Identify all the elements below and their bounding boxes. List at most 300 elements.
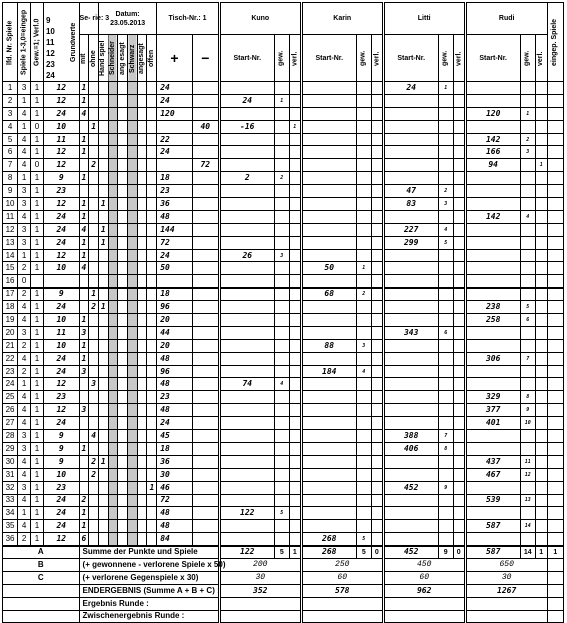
gew-count-cell bbox=[356, 455, 371, 468]
modifier-cell bbox=[98, 326, 108, 339]
start-nr-cell bbox=[219, 301, 274, 314]
start-nr-cell bbox=[383, 249, 438, 262]
start-nr-cell: -16 bbox=[219, 120, 274, 133]
start-nr-cell: 88 bbox=[301, 339, 356, 352]
modifier-cell: 1 bbox=[79, 210, 89, 223]
gew-value: 1 bbox=[31, 223, 44, 236]
modifier-cell bbox=[147, 404, 157, 417]
verl-count-cell bbox=[453, 275, 465, 288]
start-nr-cell bbox=[301, 404, 356, 417]
footer-player-value: 1267 bbox=[465, 584, 547, 597]
game-number: 19 bbox=[3, 314, 18, 327]
start-nr-cell bbox=[219, 82, 274, 95]
minus-cell bbox=[192, 404, 219, 417]
spiele-value: 2 bbox=[18, 262, 31, 275]
modifier-cell bbox=[147, 442, 157, 455]
start-nr-cell: 343 bbox=[383, 326, 438, 339]
modifier-cell bbox=[89, 352, 99, 365]
footer-row-e bbox=[3, 597, 564, 610]
gew-value: 1 bbox=[31, 378, 44, 391]
modifier-cell bbox=[89, 262, 99, 275]
verl-count-cell bbox=[535, 146, 547, 159]
spiele-value: 4 bbox=[18, 404, 31, 417]
modifier-cell bbox=[137, 185, 147, 198]
modifier-cell bbox=[98, 404, 108, 417]
start-nr-cell bbox=[301, 520, 356, 533]
verl-count-cell bbox=[453, 494, 465, 507]
gew-count-cell bbox=[438, 120, 453, 133]
modifier-cell: 1 bbox=[147, 481, 157, 494]
verl-count-cell bbox=[535, 533, 547, 546]
verl-count-cell bbox=[371, 82, 383, 95]
start-nr-cell bbox=[465, 533, 520, 546]
start-nr-header: Start-Nr. bbox=[465, 35, 520, 82]
modifier-cell bbox=[137, 404, 147, 417]
start-nr-cell bbox=[383, 507, 438, 520]
gew-value: 1 bbox=[31, 133, 44, 146]
verl-count-cell bbox=[453, 326, 465, 339]
grundwert-cell: 10 bbox=[43, 339, 79, 352]
start-nr-cell bbox=[465, 120, 520, 133]
modifier-cell bbox=[79, 455, 89, 468]
modifier-cell bbox=[128, 378, 138, 391]
verl-count-cell bbox=[371, 301, 383, 314]
gew-count-cell bbox=[438, 352, 453, 365]
modifier-cell bbox=[118, 391, 128, 404]
minus-cell bbox=[192, 468, 219, 481]
modifier-cell bbox=[147, 339, 157, 352]
game-number: 33 bbox=[3, 494, 18, 507]
modifier-cell bbox=[108, 455, 118, 468]
gew-count-cell bbox=[356, 507, 371, 520]
start-nr-cell: 2 bbox=[219, 172, 274, 185]
gew-count-cell bbox=[520, 326, 535, 339]
game-number: 24 bbox=[3, 378, 18, 391]
minus-cell bbox=[192, 172, 219, 185]
grundwert-cell: 24 bbox=[43, 352, 79, 365]
footer-eingep bbox=[547, 571, 563, 584]
gew-count-cell bbox=[356, 82, 371, 95]
game-number: 32 bbox=[3, 481, 18, 494]
modifier-cell bbox=[137, 533, 147, 546]
modifier-cell bbox=[147, 185, 157, 198]
start-nr-cell bbox=[383, 391, 438, 404]
footer-key bbox=[3, 597, 80, 610]
modifier-cell bbox=[137, 94, 147, 107]
player-name-litti: Litti bbox=[383, 3, 465, 35]
modifier-cell bbox=[137, 198, 147, 211]
start-nr-cell bbox=[383, 378, 438, 391]
modifier-cell bbox=[128, 468, 138, 481]
modifier-cell bbox=[118, 314, 128, 327]
modifier-cell bbox=[128, 133, 138, 146]
start-nr-cell bbox=[301, 494, 356, 507]
start-nr-cell bbox=[219, 533, 274, 546]
modifier-cell bbox=[89, 520, 99, 533]
start-nr-cell bbox=[301, 507, 356, 520]
start-nr-cell bbox=[465, 430, 520, 443]
modifier-cell bbox=[108, 82, 118, 95]
start-nr-cell bbox=[465, 185, 520, 198]
footer-player-value bbox=[301, 597, 383, 610]
grundwert-value: 23 bbox=[45, 60, 55, 69]
start-nr-cell bbox=[301, 94, 356, 107]
modifier-cell bbox=[98, 507, 108, 520]
gew-count-cell bbox=[274, 107, 289, 120]
verl-count-cell bbox=[535, 455, 547, 468]
gew-value: 1 bbox=[31, 481, 44, 494]
modifier-cell bbox=[79, 185, 89, 198]
game-number: 18 bbox=[3, 301, 18, 314]
start-nr-cell: 122 bbox=[219, 507, 274, 520]
minus-cell bbox=[192, 146, 219, 159]
verl-count-cell bbox=[453, 198, 465, 211]
modifier-cell bbox=[147, 82, 157, 95]
gew-count-cell bbox=[356, 94, 371, 107]
start-nr-cell bbox=[383, 133, 438, 146]
spiele-value: 1 bbox=[18, 94, 31, 107]
modifier-cell bbox=[118, 378, 128, 391]
verl-count-cell bbox=[289, 236, 301, 249]
verl-count-cell bbox=[453, 301, 465, 314]
modifier-cell bbox=[137, 107, 147, 120]
minus-cell bbox=[192, 533, 219, 546]
plus-cell: 36 bbox=[157, 455, 193, 468]
spiele-value: 3 bbox=[18, 185, 31, 198]
start-nr-cell bbox=[301, 326, 356, 339]
verl-count-cell bbox=[453, 120, 465, 133]
gew-col-header: gew. bbox=[438, 35, 453, 82]
modifier-cell: 1 bbox=[79, 172, 89, 185]
start-nr-cell bbox=[383, 352, 438, 365]
gew-count-cell bbox=[520, 339, 535, 352]
plus-cell: 48 bbox=[157, 210, 193, 223]
verl-count-cell bbox=[371, 120, 383, 133]
gew-value: 1 bbox=[31, 94, 44, 107]
verl-count-cell bbox=[289, 198, 301, 211]
start-nr-cell bbox=[301, 146, 356, 159]
modifier-cell bbox=[137, 455, 147, 468]
modifier-cell bbox=[137, 159, 147, 172]
verl-count-cell bbox=[371, 520, 383, 533]
verl-col-header: verl. bbox=[371, 35, 383, 82]
modifier-cell bbox=[147, 288, 157, 301]
modifier-cell bbox=[118, 275, 128, 288]
gew-count-cell bbox=[438, 314, 453, 327]
grundwert-cell: 12 bbox=[43, 146, 79, 159]
start-nr-cell bbox=[219, 520, 274, 533]
modifier-cell bbox=[108, 185, 118, 198]
modifier-cell: 4 bbox=[79, 223, 89, 236]
gew-count-cell bbox=[274, 301, 289, 314]
gew-count-cell: 8 bbox=[520, 391, 535, 404]
modifier-cell bbox=[89, 172, 99, 185]
verl-count-cell bbox=[535, 468, 547, 481]
eingep-cell bbox=[547, 442, 563, 455]
grundwert-cell: 24 bbox=[43, 507, 79, 520]
start-nr-cell: 377 bbox=[465, 404, 520, 417]
modifier-cell bbox=[118, 520, 128, 533]
modifier-cell bbox=[147, 430, 157, 443]
modifier-cell bbox=[147, 455, 157, 468]
modifier-cell bbox=[137, 430, 147, 443]
game-row bbox=[3, 507, 564, 520]
start-nr-header: Start-Nr. bbox=[219, 35, 274, 82]
game-row bbox=[3, 262, 564, 275]
modifier-cell bbox=[137, 82, 147, 95]
verl-count-cell bbox=[289, 391, 301, 404]
modifier-cell bbox=[79, 288, 89, 301]
game-number: 30 bbox=[3, 455, 18, 468]
start-nr-cell bbox=[219, 185, 274, 198]
verl-count-cell bbox=[453, 339, 465, 352]
modifier-cell bbox=[118, 481, 128, 494]
footer-player-value: 30 bbox=[465, 571, 547, 584]
modifier-cell bbox=[137, 365, 147, 378]
verl-count-cell bbox=[453, 262, 465, 275]
game-row bbox=[3, 533, 564, 546]
gew-count-cell bbox=[520, 223, 535, 236]
serie-header: Se- rie: 3 bbox=[79, 3, 98, 35]
verl-count-cell bbox=[371, 223, 383, 236]
footer-player-value: 578 bbox=[301, 584, 383, 597]
modifier-cell bbox=[137, 442, 147, 455]
plus-cell: 48 bbox=[157, 507, 193, 520]
start-nr-cell: 50 bbox=[301, 262, 356, 275]
minus-cell bbox=[192, 236, 219, 249]
modifier-cell bbox=[108, 314, 118, 327]
footer-player-value: 60 bbox=[383, 571, 465, 584]
gew-count-cell: 2 bbox=[274, 172, 289, 185]
plus-cell: 48 bbox=[157, 378, 193, 391]
eingep-cell bbox=[547, 146, 563, 159]
gew-count-cell bbox=[356, 172, 371, 185]
verl-count-cell bbox=[453, 391, 465, 404]
gew-count-cell bbox=[438, 262, 453, 275]
modifier-cell bbox=[108, 352, 118, 365]
minus-cell bbox=[192, 301, 219, 314]
start-nr-cell bbox=[219, 365, 274, 378]
game-row bbox=[3, 481, 564, 494]
grundwert-cell: 24 bbox=[43, 365, 79, 378]
gew-value: 1 bbox=[31, 352, 44, 365]
verl-count-cell bbox=[535, 198, 547, 211]
gew-count-cell bbox=[438, 94, 453, 107]
modifier-cell bbox=[118, 262, 128, 275]
start-nr-cell: 83 bbox=[383, 198, 438, 211]
gew-count-cell: 3 bbox=[274, 249, 289, 262]
gew-count-cell: 7 bbox=[438, 430, 453, 443]
footer-player-value bbox=[219, 610, 301, 623]
start-nr-cell bbox=[219, 223, 274, 236]
modifier-cell bbox=[118, 365, 128, 378]
start-nr-cell bbox=[301, 210, 356, 223]
game-row bbox=[3, 339, 564, 352]
modifier-cell: 6 bbox=[79, 533, 89, 546]
game-row bbox=[3, 391, 564, 404]
minus-cell bbox=[192, 198, 219, 211]
spiele-value: 4 bbox=[18, 301, 31, 314]
eingep-cell bbox=[547, 520, 563, 533]
modifier-cell bbox=[128, 326, 138, 339]
minus-cell bbox=[192, 365, 219, 378]
spiele-value: 3 bbox=[18, 236, 31, 249]
modifier-header: offen bbox=[147, 35, 157, 82]
start-nr-cell bbox=[465, 172, 520, 185]
start-nr-cell bbox=[219, 442, 274, 455]
eingep-cell bbox=[547, 494, 563, 507]
gew-count-cell bbox=[274, 223, 289, 236]
spiele-value: 1 bbox=[18, 378, 31, 391]
gew-count-cell bbox=[438, 339, 453, 352]
modifier-cell bbox=[98, 391, 108, 404]
game-row bbox=[3, 365, 564, 378]
footer-row-d bbox=[3, 584, 564, 597]
grundwerte-values bbox=[46, 15, 55, 81]
gew-count-cell bbox=[438, 365, 453, 378]
player-name-kuno: Kuno bbox=[219, 3, 301, 35]
modifier-cell bbox=[108, 326, 118, 339]
plus-cell: 30 bbox=[157, 468, 193, 481]
modifier-cell bbox=[137, 223, 147, 236]
modifier-cell: 4 bbox=[79, 262, 89, 275]
gew-count-cell bbox=[274, 533, 289, 546]
grundwert-value: 9 bbox=[45, 16, 51, 25]
modifier-cell: 2 bbox=[89, 301, 99, 314]
eingep-cell bbox=[547, 352, 563, 365]
modifier-cell bbox=[98, 159, 108, 172]
gew-count-cell bbox=[356, 185, 371, 198]
modifier-cell bbox=[128, 314, 138, 327]
tisch-header: Tisch-Nr.: 1 bbox=[157, 3, 220, 35]
verl-count-cell bbox=[453, 520, 465, 533]
grundwert-cell: 24 bbox=[43, 301, 79, 314]
modifier-cell bbox=[108, 249, 118, 262]
modifier-cell bbox=[137, 301, 147, 314]
gew-count-cell: 4 bbox=[356, 365, 371, 378]
game-row bbox=[3, 326, 564, 339]
start-nr-cell bbox=[383, 339, 438, 352]
modifier-cell bbox=[137, 339, 147, 352]
modifier-cell bbox=[89, 198, 99, 211]
start-nr-cell bbox=[465, 288, 520, 301]
modifier-cell bbox=[108, 262, 118, 275]
gew-value: 1 bbox=[31, 314, 44, 327]
verl-count-cell bbox=[289, 172, 301, 185]
sum-gew: 5 bbox=[356, 546, 371, 559]
modifier-cell bbox=[118, 339, 128, 352]
gew-count-cell bbox=[356, 275, 371, 288]
verl-count-cell bbox=[535, 430, 547, 443]
gew-count-cell bbox=[438, 275, 453, 288]
verl-count-cell bbox=[289, 417, 301, 430]
verl-count-cell bbox=[453, 455, 465, 468]
modifier-cell bbox=[98, 417, 108, 430]
eingep-cell bbox=[547, 185, 563, 198]
modifier-cell bbox=[147, 352, 157, 365]
modifier-cell bbox=[98, 520, 108, 533]
gew-count-cell bbox=[356, 210, 371, 223]
gew-value: 1 bbox=[31, 146, 44, 159]
modifier-cell bbox=[89, 417, 99, 430]
modifier-cell bbox=[147, 417, 157, 430]
verl-count-cell bbox=[453, 94, 465, 107]
game-row bbox=[3, 417, 564, 430]
verl-count-cell bbox=[535, 185, 547, 198]
modifier-cell bbox=[137, 172, 147, 185]
plus-cell: 24 bbox=[157, 94, 193, 107]
gew-count-cell bbox=[274, 365, 289, 378]
grundwert-value: 12 bbox=[45, 49, 55, 58]
modifier-cell bbox=[147, 507, 157, 520]
gew-count-cell bbox=[438, 391, 453, 404]
footer-eingep bbox=[547, 584, 563, 597]
verl-count-cell bbox=[453, 378, 465, 391]
modifier-cell bbox=[79, 275, 89, 288]
modifier-cell bbox=[108, 430, 118, 443]
gew-count-cell bbox=[274, 146, 289, 159]
start-nr-cell bbox=[465, 339, 520, 352]
verl-count-cell bbox=[289, 507, 301, 520]
grundwert-cell: 12 bbox=[43, 82, 79, 95]
start-nr-cell bbox=[383, 107, 438, 120]
gew-count-cell bbox=[438, 288, 453, 301]
modifier-cell bbox=[118, 507, 128, 520]
spiele-header: Spiele 1-3,0=eingep bbox=[18, 3, 31, 82]
modifier-cell bbox=[137, 262, 147, 275]
gew-count-cell: 1 bbox=[520, 107, 535, 120]
modifier-cell bbox=[118, 172, 128, 185]
modifier-cell: 1 bbox=[79, 520, 89, 533]
header-row-1 bbox=[3, 3, 564, 35]
gew-count-cell bbox=[438, 520, 453, 533]
verl-count-cell bbox=[453, 533, 465, 546]
grundwert-value: 11 bbox=[45, 38, 55, 47]
start-nr-cell bbox=[219, 288, 274, 301]
modifier-cell bbox=[89, 94, 99, 107]
game-row bbox=[3, 185, 564, 198]
modifier-cell bbox=[118, 352, 128, 365]
footer-label: ENDERGEBNIS (Summe A + B + C) : bbox=[79, 584, 219, 597]
modifier-cell: 1 bbox=[79, 352, 89, 365]
verl-count-cell bbox=[289, 468, 301, 481]
verl-count-cell bbox=[371, 468, 383, 481]
modifier-cell bbox=[98, 442, 108, 455]
spiele-value: 0 bbox=[18, 275, 31, 288]
verl-count-cell bbox=[453, 210, 465, 223]
footer-player-value bbox=[465, 597, 547, 610]
modifier-cell bbox=[128, 494, 138, 507]
game-number: 23 bbox=[3, 365, 18, 378]
modifier-header: ang esagt bbox=[118, 35, 128, 82]
start-nr-cell bbox=[465, 94, 520, 107]
game-row bbox=[3, 520, 564, 533]
verl-count-cell bbox=[371, 494, 383, 507]
verl-count-cell bbox=[371, 391, 383, 404]
modifier-cell bbox=[137, 326, 147, 339]
modifier-cell bbox=[118, 442, 128, 455]
game-number: 35 bbox=[3, 520, 18, 533]
verl-count-cell bbox=[371, 185, 383, 198]
start-nr-header: Start-Nr. bbox=[383, 35, 438, 82]
minus-cell bbox=[192, 223, 219, 236]
start-nr-cell bbox=[383, 301, 438, 314]
start-nr-cell bbox=[301, 236, 356, 249]
grundwert-cell: 11 bbox=[43, 133, 79, 146]
verl-count-cell bbox=[289, 146, 301, 159]
gew-count-cell bbox=[438, 468, 453, 481]
verl-count-cell bbox=[453, 185, 465, 198]
